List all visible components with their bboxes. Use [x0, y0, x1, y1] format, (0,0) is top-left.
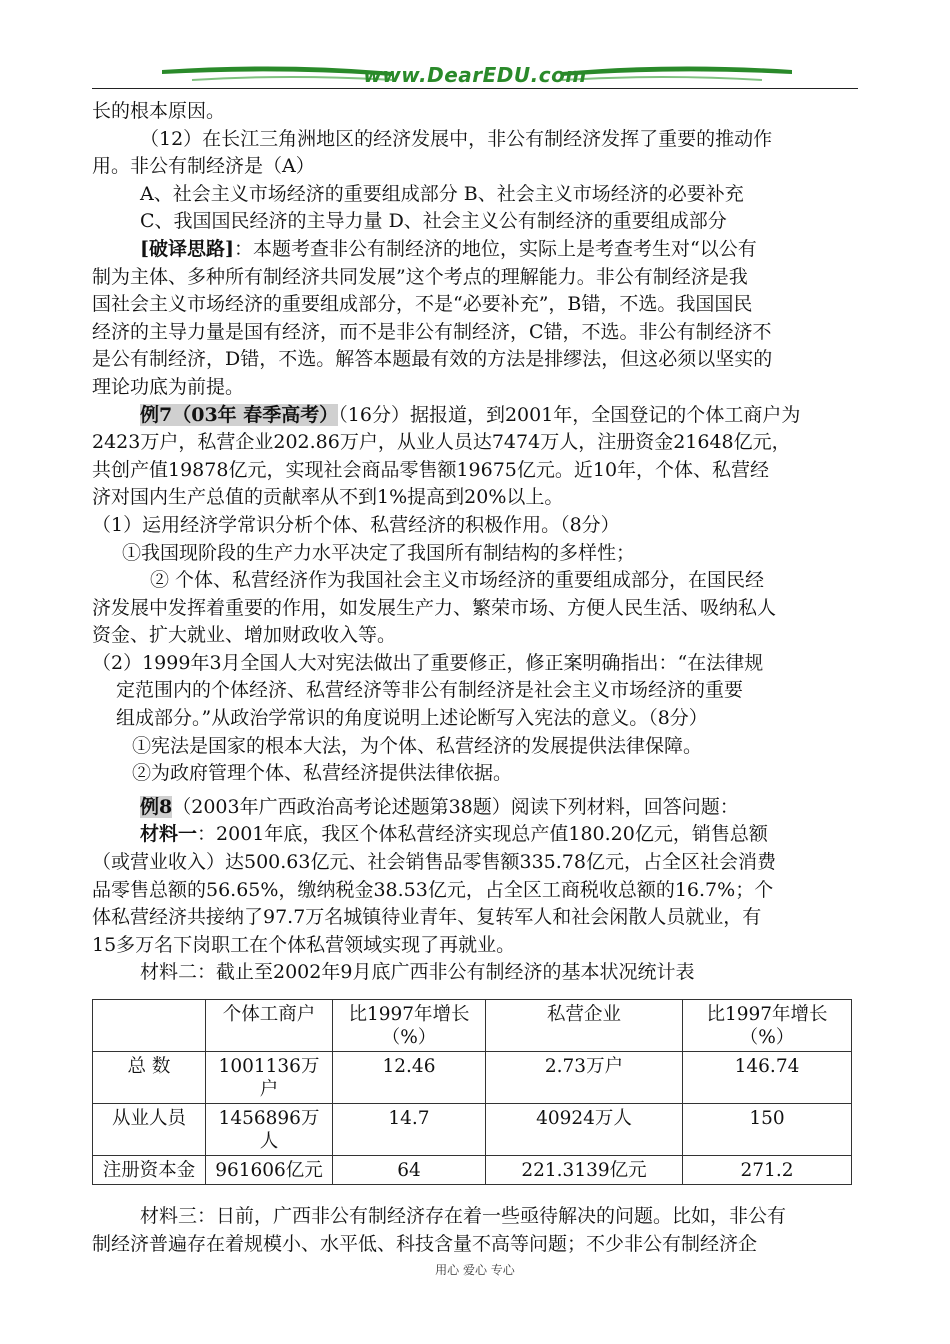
text-line: 2423万户，私营企业202.86万户，从业人员达7474万人，注册资金21648亿元， [92, 431, 791, 454]
text-line: [破译思路]：本题考查非公有制经济的地位，实际上是考查考生对“以公有 [140, 237, 757, 260]
example-label: 例8 [140, 795, 173, 818]
table-header-cell: 私营企业 [486, 1000, 683, 1052]
table-header-cell: 比1997年增长（%） [683, 1000, 852, 1052]
text-line: 济发展中发挥着重要的作用，如发展生产力、繁荣市场、方便人民生活、吸纳私人 [92, 596, 777, 619]
text-line: 理论功底为前提。 [92, 375, 245, 398]
text-line: 例8（2003年广西政治高考论述题第38题）阅读下列材料，回答问题： [140, 795, 739, 818]
statistics-table [92, 999, 852, 1185]
table-cell: 1001136万户 [206, 1052, 333, 1104]
text-line: 共创产值19878亿元，实现社会商品零售额19675亿元。近10年，个体、私营经 [92, 458, 770, 481]
table-header-cell: 比1997年增长（%） [333, 1000, 486, 1052]
answer-line: ②为政府管理个体、私营经济提供法律依据。 [132, 762, 513, 785]
text-line: 例7（03年 春季高考）（16分）据报道，到2001年，全国登记的个体工商户为 [140, 403, 801, 426]
table-row [93, 1156, 852, 1185]
text-line: 经济的主导力量是国有经济，而不是非公有制经济，C错，不选。非公有制经济不 [92, 320, 772, 343]
text-line: （或营业收入）达500.63亿元、社会销售品零售额335.78亿元，占全区社会消费 [92, 851, 776, 874]
option-line: C、我国国民经济的主导力量 D、社会主义公有制经济的重要组成部分 [140, 210, 727, 233]
text-line: 定范围内的个体经济、私营经济等非公有制经济是社会主义市场经济的重要 [116, 679, 744, 702]
answer-line: ①我国现阶段的生产力水平决定了我国所有制结构的多样性； [122, 541, 636, 564]
table-cell: 14.7 [333, 1104, 486, 1156]
table-cell: 146.74 [683, 1052, 852, 1104]
analysis-label: [破译思路] [140, 237, 234, 260]
text-line: 材料一：2001年底，我区个体私营经济实现总产值180.20亿元，销售总额 [140, 823, 768, 846]
table-cell: 40924万人 [486, 1104, 683, 1156]
text-line: 济对国内生产总值的贡献率从不到1%提高到20%以上。 [92, 486, 564, 509]
table-cell: 150 [683, 1104, 852, 1156]
table-cell: 271.2 [683, 1156, 852, 1185]
text-line: 材料三：日前，广西非公有制经济存在着一些亟待解决的问题。比如，非公有 [140, 1205, 787, 1227]
text-line: 用。非公有制经济是（A） [92, 155, 315, 178]
text-line: 体私营经济共接纳了97.7万名城镇待业青年、复转军人和社会闲散人员就业，有 [92, 906, 762, 929]
table-cell: 1456896万人 [206, 1104, 333, 1156]
table-row [93, 1104, 852, 1156]
site-logo-text[interactable]: www.DearEDU.com [363, 63, 587, 87]
text-line: （12）在长江三角洲地区的经济发展中，非公有制经济发挥了重要的推动作 [140, 127, 773, 150]
table-header-row [93, 1000, 852, 1052]
text-line: 15多万名下岗职工在个体私营领域实现了再就业。 [92, 933, 516, 956]
table-cell: 64 [333, 1156, 486, 1185]
table-row [93, 1052, 852, 1104]
text-line: 制经济普遍存在着规模小、水平低、科技含量不高等问题；不少非公有制经济企 [92, 1232, 758, 1255]
table-cell: 221.3139亿元 [486, 1156, 683, 1185]
text-line: 品零售总额的56.65%，缴纳税金38.53亿元，占全区工商税收总额的16.7%；个 [92, 878, 774, 901]
option-line: A、社会主义市场经济的重要组成部分 B、社会主义市场经济的必要补充 [140, 182, 744, 205]
question-line: （2）1999年3月全国人大对宪法做出了重要修正，修正案明确指出：“在法律规 [92, 651, 764, 674]
text-line: 资金、扩大就业、增加财政收入等。 [92, 624, 397, 647]
material-label: 材料一 [140, 823, 198, 846]
text-line: 组成部分。”从政治学常识的角度说明上述论断写入宪法的意义。（8分） [116, 707, 708, 730]
answer-line: ② 个体、私营经济作为我国社会主义市场经济的重要组成部分，在国民经 [150, 569, 765, 592]
table-cell: 从业人员 [93, 1104, 206, 1156]
example-label: 例7（03年 春季高考） [140, 403, 339, 426]
table-header-cell [93, 1000, 206, 1052]
answer-line: ①宪法是国家的根本大法，为个体、私营经济的发展提供法律保障。 [132, 734, 703, 757]
table-cell: 961606亿元 [206, 1156, 333, 1185]
site-header [92, 60, 858, 90]
text-line: 是公有制经济，D错，不选。解答本题最有效的方法是排缪法，但这必须以坚实的 [92, 348, 773, 371]
text-line: 长的根本原因。 [92, 100, 226, 122]
table-cell: 总 数 [93, 1052, 206, 1104]
header-rule [92, 88, 858, 89]
table-cell: 2.73万户 [486, 1052, 683, 1104]
table-cell: 注册资本金 [93, 1156, 206, 1185]
table-header-cell: 个体工商户 [206, 1000, 333, 1052]
document-body [92, 98, 862, 1258]
table-cell: 12.46 [333, 1052, 486, 1104]
page-footer: 用心 爱心 专心 [435, 1263, 515, 1277]
text-line: 制为主体、多种所有制经济共同发展”这个考点的理解能力。非公有制经济是我 [92, 265, 748, 288]
question-line: （1）运用经济学常识分析个体、私营经济的积极作用。（8分） [92, 513, 620, 536]
table-caption: 材料二：截止至2002年9月底广西非公有制经济的基本状况统计表 [140, 961, 695, 984]
text-line: 国社会主义市场经济的重要组成部分，不是“必要补充”，B错，不选。我国国民 [92, 293, 753, 316]
